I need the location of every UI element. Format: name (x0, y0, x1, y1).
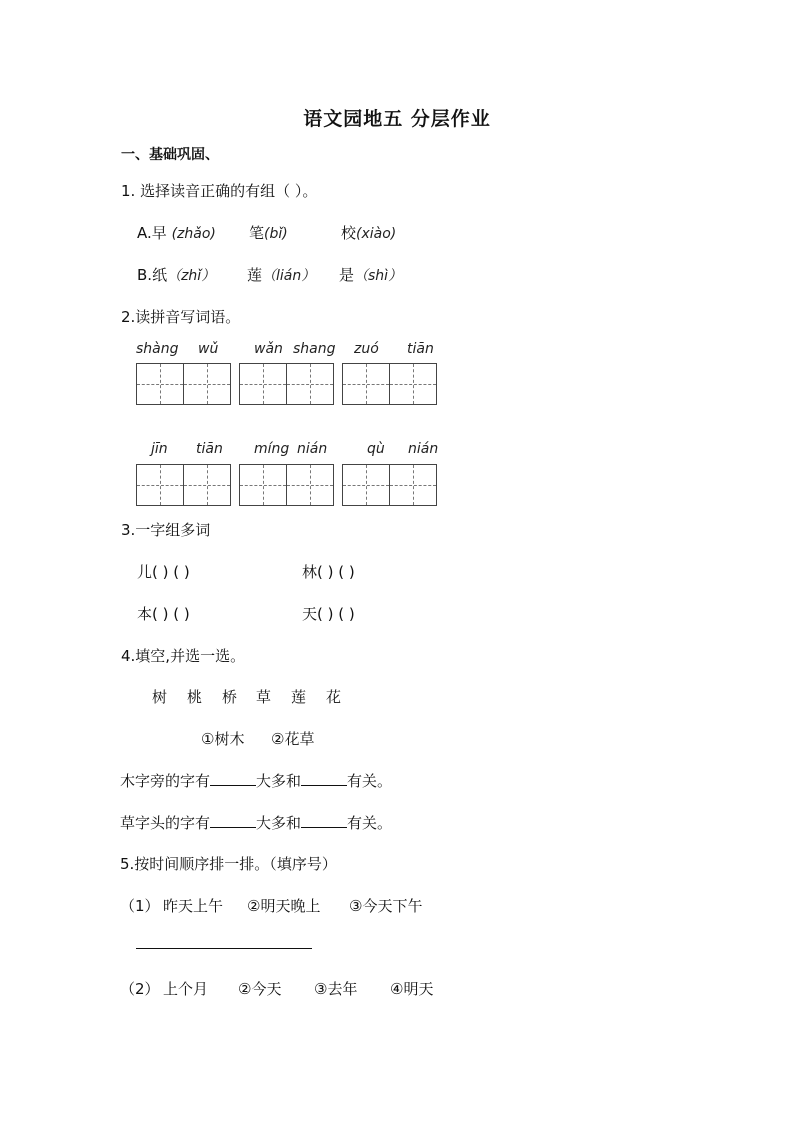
q3-blanks[interactable]: ( ) ( ) (152, 605, 190, 623)
q1-a-label: A. (137, 224, 152, 242)
q4-char: 花 (326, 688, 342, 706)
q1-stem: 1. 选择读音正确的有组（ ）。 (121, 182, 318, 200)
pinyin-label: shang (293, 341, 336, 357)
q1-b-char3: 是 (339, 266, 355, 284)
q4-option-2: ②花草 (271, 730, 315, 748)
q4-option-1: ①树木 (201, 730, 245, 748)
q4-s1-part-a: 木字旁的字有 (120, 772, 211, 790)
q1-b-item2 (247, 264, 315, 285)
pinyin-label: qù (367, 441, 385, 457)
fill-blank[interactable] (210, 813, 256, 828)
writing-grid[interactable] (136, 363, 231, 405)
q1-a-pinyin2: (bǐ) (264, 226, 288, 242)
page-title: 语文园地五 分层作业 (303, 108, 491, 130)
q1-a-pinyin3: (xiào) (356, 226, 397, 242)
q3-item (302, 561, 355, 582)
q3-char: 林 (302, 563, 318, 581)
pinyin-label: jīn (151, 441, 168, 457)
pinyin-label: tiān (407, 341, 434, 357)
q1-b-pinyin2: （lián） (262, 268, 316, 284)
pinyin-label: shàng (136, 341, 179, 357)
fill-blank[interactable] (301, 771, 347, 786)
writing-grid[interactable] (342, 464, 437, 506)
q5-g2-item3: ③去年 (314, 980, 358, 998)
q5-g1-item1: 昨天上午 (163, 897, 224, 915)
section-heading: 一、基础巩固、 (121, 147, 219, 163)
pinyin-label: wǔ (198, 341, 219, 357)
writing-grid[interactable] (136, 464, 231, 506)
q1-option-a (137, 222, 216, 243)
q4-char: 草 (256, 688, 272, 706)
q3-char: 本 (137, 605, 153, 623)
q5-group1-label: （1） (120, 897, 160, 915)
q1-a-item3 (341, 222, 396, 243)
q5-g1-item2: ②明天晚上 (247, 897, 321, 915)
q3-blanks[interactable]: ( ) ( ) (317, 605, 355, 623)
q4-char: 莲 (291, 688, 307, 706)
q5-g2-item2: ②今天 (238, 980, 282, 998)
q1-b-pinyin3: （shì） (354, 268, 403, 284)
q1-b-char1: 纸 (152, 266, 168, 284)
q4-sentence-2 (120, 812, 392, 833)
q1-b-char2: 莲 (247, 266, 263, 284)
fill-blank[interactable] (210, 771, 256, 786)
q3-blanks[interactable]: ( ) ( ) (152, 563, 190, 581)
q1-b-label: B. (137, 266, 153, 284)
q1-a-char1: 早 (151, 224, 167, 242)
fill-blank[interactable] (301, 813, 347, 828)
q1-b-item3 (339, 264, 402, 285)
pinyin-label: nián (408, 441, 439, 457)
q4-s1-part-c: 有关。 (347, 772, 393, 790)
q3-item (302, 603, 355, 624)
pinyin-label: wǎn (254, 341, 283, 357)
q3-stem: 3.一字组多词 (121, 521, 211, 539)
pinyin-label: míng (254, 441, 290, 457)
q5-group2-label: （2） (120, 980, 160, 998)
pinyin-label: tiān (196, 441, 223, 457)
q2-stem: 2.读拼音写词语。 (121, 308, 241, 326)
q1-option-b (137, 264, 215, 285)
answer-line[interactable] (136, 948, 312, 949)
q3-item (137, 561, 190, 582)
q5-stem: 5.按时间顺序排一排。（填序号） (120, 855, 337, 873)
q4-s2-part-c: 有关。 (347, 814, 393, 832)
q1-a-pinyin1: (zhǎo) (171, 226, 216, 242)
q3-blanks[interactable]: ( ) ( ) (317, 563, 355, 581)
writing-grid[interactable] (239, 464, 334, 506)
q1-a-item2 (249, 222, 288, 243)
q5-g2-item4: ④明天 (390, 980, 434, 998)
q5-g2-item1: 上个月 (163, 980, 209, 998)
q1-a-char2: 笔 (249, 224, 265, 242)
pinyin-label: nián (297, 441, 328, 457)
q3-char: 儿 (137, 563, 153, 581)
q4-s2-part-a: 草字头的字有 (120, 814, 211, 832)
q4-s2-part-b: 大多和 (256, 814, 302, 832)
q1-b-pinyin1: （zhǐ） (167, 268, 216, 284)
q4-s1-part-b: 大多和 (256, 772, 302, 790)
writing-grid[interactable] (239, 363, 334, 405)
q3-char: 天 (302, 605, 318, 623)
q5-g1-item3: ③今天下午 (349, 897, 423, 915)
q4-char: 树 (152, 688, 168, 706)
pinyin-label: zuó (354, 341, 379, 357)
q4-char: 桥 (222, 688, 238, 706)
q4-char: 桃 (187, 688, 203, 706)
q3-item (137, 603, 190, 624)
q4-sentence-1 (120, 770, 392, 791)
q1-a-char3: 校 (341, 224, 357, 242)
writing-grid[interactable] (342, 363, 437, 405)
q4-stem: 4.填空,并选一选。 (121, 647, 246, 665)
